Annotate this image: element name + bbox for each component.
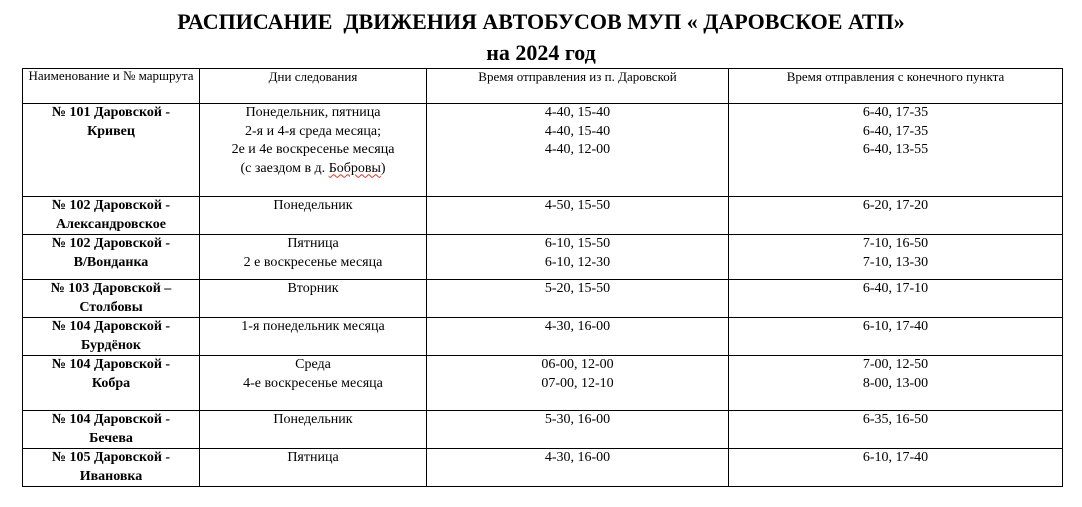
days-line: Пятница — [287, 236, 339, 251]
days-line: Пятница — [287, 450, 339, 465]
return-cell — [729, 411, 1063, 449]
depart-line: 4-30, 16-00 — [544, 450, 611, 465]
page-title: РАСПИСАНИЕ ДВИЖЕНИЯ АВТОБУСОВ МУП « ДАРОВСКОЕ АТП» — [177, 9, 905, 34]
depart-line: 07-00, 12-10 — [541, 375, 614, 391]
days-line: (с заездом в д. Бобровы) — [240, 160, 386, 176]
spellcheck-underline: Бобровы — [328, 160, 381, 176]
depart-line: 6-10, 15-50 — [544, 236, 611, 251]
schedule-table — [22, 68, 1063, 487]
days-cell — [200, 235, 427, 280]
return-line: 6-10, 17-40 — [862, 319, 929, 334]
days-cell — [200, 356, 427, 411]
route-line: № 105 Даровской - — [51, 450, 171, 465]
route-line: № 104 Даровской - — [51, 357, 171, 372]
route-line: Александровское — [56, 216, 166, 232]
departure-cell — [427, 280, 729, 318]
days-line: Вторник — [287, 281, 339, 296]
return-line: 8-00, 13-00 — [862, 375, 929, 391]
days-line: Среда — [295, 357, 331, 372]
table-row — [23, 318, 1063, 356]
depart-line: 4-40, 12-00 — [544, 142, 611, 157]
days-cell — [200, 411, 427, 449]
days-line: 2 е воскресенье месяца — [243, 254, 383, 270]
days-cell — [200, 197, 427, 235]
route-line: Кривец — [87, 123, 135, 139]
days-line: Понедельник — [273, 198, 353, 213]
table-row — [23, 356, 1063, 411]
departure-cell — [427, 411, 729, 449]
return-line: 6-40, 17-10 — [862, 281, 929, 296]
days-line: 4-е воскресенье месяца — [243, 375, 383, 391]
return-cell — [729, 235, 1063, 280]
days-line: 2-я и 4-я среда месяца; — [245, 123, 381, 139]
days-cell — [200, 280, 427, 318]
table-header-row — [23, 69, 1063, 104]
route-line: № 104 Даровской - — [51, 319, 171, 334]
route-line: № 104 Даровской - — [51, 412, 171, 427]
departure-cell — [427, 235, 729, 280]
days-line: Понедельник — [273, 412, 353, 427]
route-cell — [23, 104, 200, 197]
return-line: 7-10, 16-50 — [862, 236, 929, 251]
return-cell — [729, 356, 1063, 411]
return-line: 6-40, 17-35 — [862, 105, 929, 120]
days-line: 2е и 4е воскресенье месяца — [231, 142, 395, 157]
depart-line: 5-30, 16-00 — [544, 412, 611, 427]
route-line: Бурдёнок — [81, 337, 141, 353]
column-header-days: Дни следования — [200, 69, 427, 104]
route-line: Бечева — [89, 430, 133, 446]
route-line: В/Вонданка — [73, 254, 149, 270]
departure-cell — [427, 449, 729, 487]
route-line: Кобра — [91, 375, 131, 391]
return-line: 6-40, 17-35 — [862, 123, 929, 139]
departure-cell — [427, 197, 729, 235]
return-line: 7-00, 12-50 — [862, 357, 929, 372]
route-line: № 102 Даровской - — [51, 198, 171, 213]
route-cell — [23, 235, 200, 280]
days-cell — [200, 318, 427, 356]
route-cell — [23, 318, 200, 356]
return-line: 6-20, 17-20 — [862, 198, 929, 213]
return-cell — [729, 449, 1063, 487]
table-row — [23, 280, 1063, 318]
depart-line: 4-30, 16-00 — [544, 319, 611, 334]
table-row — [23, 411, 1063, 449]
route-cell — [23, 280, 200, 318]
departure-cell — [427, 318, 729, 356]
return-cell — [729, 280, 1063, 318]
depart-line: 06-00, 12-00 — [541, 357, 614, 372]
page-subtitle: на 2024 год — [486, 40, 596, 65]
return-line: 6-40, 13-55 — [862, 142, 929, 157]
table-row — [23, 104, 1063, 197]
departure-cell — [427, 356, 729, 411]
days-cell — [200, 449, 427, 487]
depart-line: 5-20, 15-50 — [544, 281, 611, 296]
table-row — [23, 197, 1063, 235]
column-header-return: Время отправления с конечного пункта — [729, 69, 1063, 104]
days-line: 1-я понедельник месяца — [241, 319, 385, 334]
route-cell — [23, 197, 200, 235]
return-cell — [729, 197, 1063, 235]
depart-line: 6-10, 12-30 — [544, 254, 611, 270]
departure-cell — [427, 104, 729, 197]
return-cell — [729, 104, 1063, 197]
route-cell — [23, 449, 200, 487]
route-line: № 101 Даровской - — [51, 105, 171, 120]
days-line: Понедельник, пятница — [245, 105, 381, 120]
return-line: 6-35, 16-50 — [862, 412, 929, 427]
route-line: Столбовы — [79, 299, 143, 315]
column-header-departure: Время отправления из п. Даровской — [427, 69, 729, 104]
route-cell — [23, 356, 200, 411]
column-header-route: Наименование и № маршрута — [23, 69, 200, 104]
days-cell — [200, 104, 427, 197]
depart-line: 4-40, 15-40 — [544, 105, 611, 120]
return-line: 6-10, 17-40 — [862, 450, 929, 465]
depart-line: 4-50, 15-50 — [544, 198, 611, 213]
return-cell — [729, 318, 1063, 356]
route-line: № 103 Даровской – — [50, 281, 172, 296]
route-line: Ивановка — [79, 468, 143, 484]
depart-line: 4-40, 15-40 — [544, 123, 611, 139]
route-cell — [23, 411, 200, 449]
schedule-body — [23, 104, 1063, 487]
table-row — [23, 235, 1063, 280]
table-row — [23, 449, 1063, 487]
route-line: № 102 Даровской - — [51, 236, 171, 251]
return-line: 7-10, 13-30 — [862, 254, 929, 270]
